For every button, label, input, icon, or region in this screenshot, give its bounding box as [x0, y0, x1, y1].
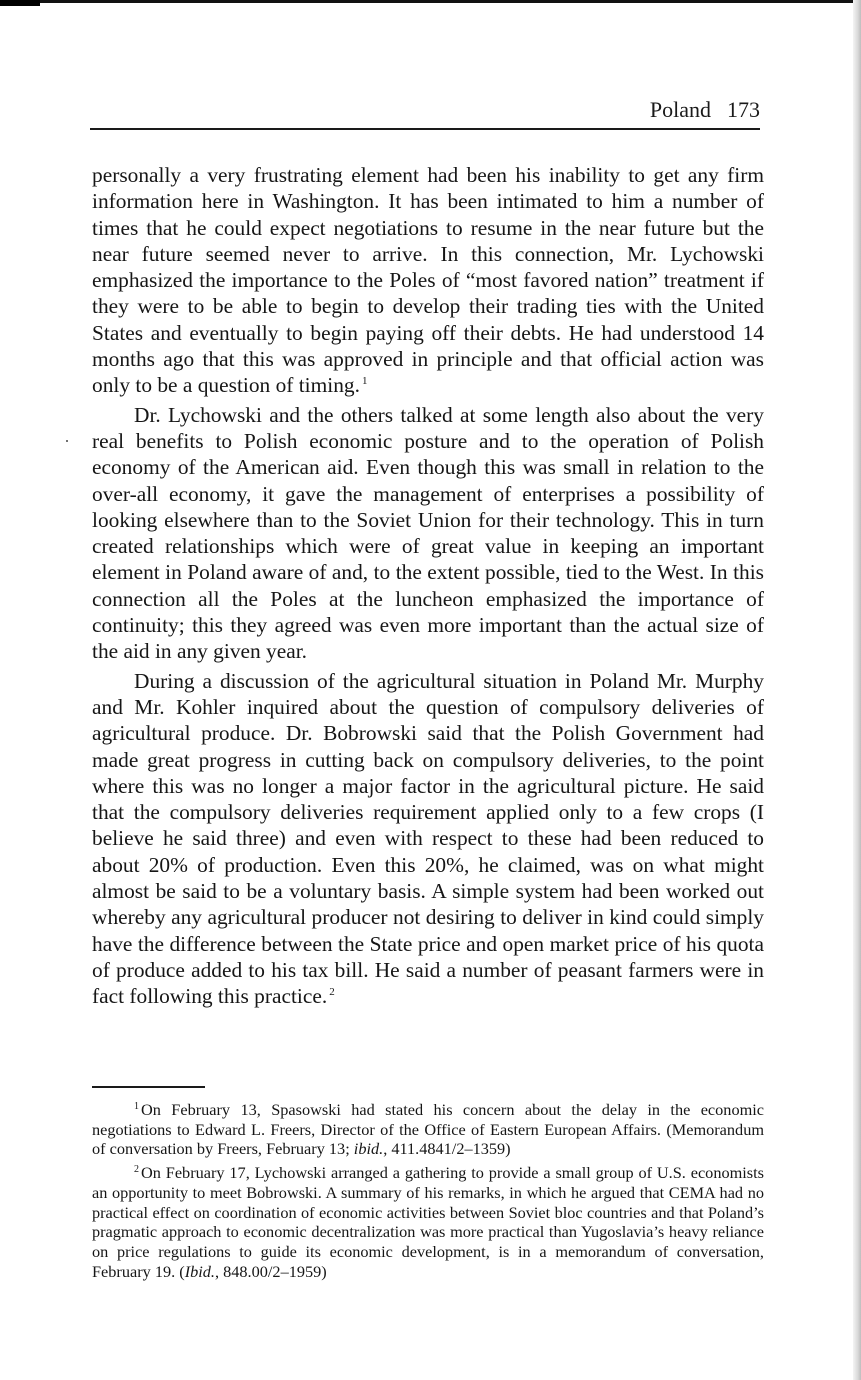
footnote-text: , 848.00/2–1959) — [214, 1261, 327, 1281]
paragraph-1 — [92, 162, 764, 399]
header-rule — [90, 128, 760, 130]
footnote-italic: Ibid. — [184, 1261, 215, 1281]
footnote-number: 2 — [134, 1163, 139, 1175]
footnote-1 — [92, 1100, 764, 1159]
footnote-number: 1 — [134, 1100, 139, 1112]
footnote-rule — [92, 1086, 205, 1088]
paragraph-text: personally a very frustrating element had been his inability to get any firm information here in Washington. It has been intimated to him a number of times that he could expect negotiations to resume in the near future but the near future seemed never to arrive. In this connection, Mr. Lychowski emphasized the importance to the Poles of “most favored nation” treatment if they were to be able to begin to develop their trading ties with the United States and eventually to begin paying off their debts. He had understood 14 months ago that this was approved in principle and that official action was only to be a question of timing. — [92, 163, 764, 398]
footnote-2 — [92, 1163, 764, 1281]
stray-mark — [66, 440, 68, 442]
footnote-ref-2: 2 — [329, 986, 335, 999]
footnote-text: , 411.4841/2–1359) — [383, 1139, 511, 1159]
paragraph-3 — [92, 668, 764, 1010]
footnote-text: On February 17, Lychowski arranged a gathering to provide a small group of U.S. economists an opportunity to meet Bobrowski. A summary of his remarks, in which he argued that CEMA had no practical effect on coordination of economic activities between Soviet bloc countries and that Poland’s pragmatic approach to economic decentralization was more practical than Yugoslavia’s heavy reliance on price regulations to guide its economic development, is in a memorandum of conversation, February 19. ( — [92, 1163, 764, 1281]
body-text — [92, 162, 764, 1013]
section-title: Poland — [649, 97, 711, 122]
footnote-ref-1: 1 — [361, 375, 368, 388]
running-header — [90, 96, 760, 124]
footnote-text: On February 13, Spasowski had stated his concern about the delay in the economic negotiations to Edward L. Freers, Director of the Office of Eastern European Affairs. (Memorandum of conversation by Freers, February 13; — [92, 1100, 764, 1159]
paragraph-2 — [92, 402, 764, 665]
paragraph-text: Dr. Lychowski and the others talked at some length also about the very real benefits to Polish economic posture and to the operation of Polish economy of the American aid. Even though this was small in relation to the over-all economy, it gave the management of enterprises a possibility of looking elsewhere than to the Soviet Union for their technology. This in turn created relationships which were of great value in keeping an important element in Poland aware of and, to the extent possible, tied to the West. In this connection all the Poles at the luncheon emphasized the importance of continuity; this they agreed was even more important than the actual size of the aid in any given year. — [92, 402, 764, 664]
footnotes — [92, 1100, 764, 1285]
footnote-italic: ibid. — [353, 1139, 384, 1159]
page-number: 173 — [727, 97, 760, 122]
paragraph-text: During a discussion of the agricultural situation in Poland Mr. Murphy and Mr. Kohler inquired about the question of compulsory deliveries of agricultural produce. Dr. Bobrowski said that the Polish Government had made great progress in cutting back on compulsory deliveries, to the point where this was no longer a major factor in the agricultural picture. He said that the compulsory deliveries requirement applied only to a few crops (I believe he said three) and even with respect to these had been reduced to about 20% of production. Even this 20%, he claimed, was on what might almost be said to be a voluntary basis. A simple system had been worked out whereby any agricultural producer not desiring to deliver in kind could simply have the difference between the State price and open market price of his quota of produce added to his tax bill. He said a number of peasant farmers were in fact following this practice. — [92, 668, 764, 1009]
